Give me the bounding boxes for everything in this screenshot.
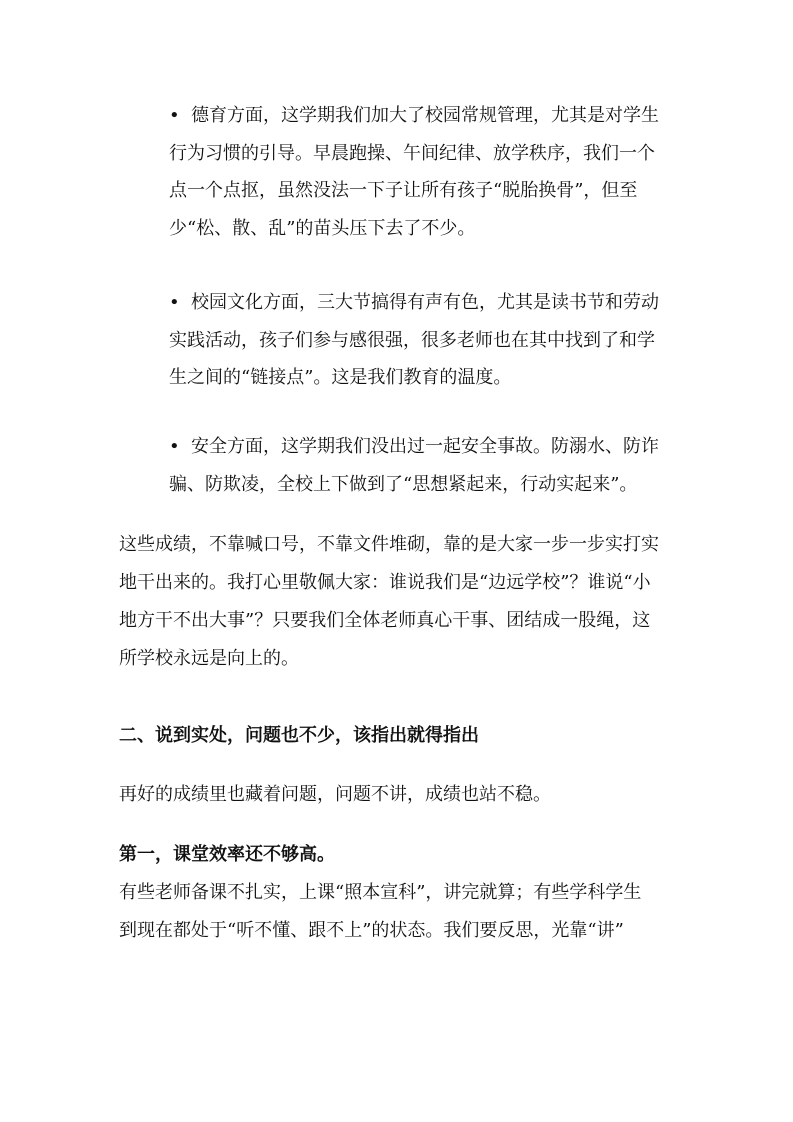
bullet-line: 实践活动，孩子们参与感很强，很多老师也在其中找到了和学 xyxy=(169,329,655,351)
bullet-moral-education xyxy=(169,97,689,247)
bullet-marker: • xyxy=(169,436,180,457)
point-one-paragraph: 有些老师备课不扎实，上课“照本宣科”，讲完就算；有些学科学生 到现在都处于“听不懂、跟不上”的状态。我们要反思，光靠“讲” xyxy=(119,882,642,941)
bullet-line: • 安全方面，这学期我们没出过一起安全事故。防溺水、防诈 xyxy=(169,428,689,466)
bullet-line: 点一个点抠，虽然没法一下子让所有孩子“脱胎换骨”，但至 xyxy=(169,180,638,201)
bullet-marker: • xyxy=(169,105,180,126)
summary-paragraph: 这些成绩，不靠喊口号，不靠文件堆砌，靠的是大家一步一步实打实 地干出来的。我打心里敬佩大家：谁说我们是“边远学校”？谁说“小 地方干不出大事”？只要我们全体老师真心干事、团结成一股绳，这 所学校永远是向上的。 xyxy=(119,534,659,669)
bullet-safety xyxy=(169,428,689,503)
point-one-heading: 第一，课堂效率还不够高。 xyxy=(119,844,335,865)
bullet-line: 少“松、散、乱”的苗头压下去了不少。 xyxy=(169,217,476,239)
bullet-line: 生之间的“链接点”。这是我们教育的温度。 xyxy=(169,367,512,388)
bullet-campus-culture xyxy=(169,284,689,397)
bullet-marker: • xyxy=(169,292,180,313)
bullet-line: • 德育方面，这学期我们加大了校园常规管理，尤其是对学生 xyxy=(169,97,689,135)
bullet-line: 骗、防欺凌，全校上下做到了“思想紧起来，行动实起来”。 xyxy=(169,473,638,495)
section-two-heading: 二、说到实处，问题也不少，该指出就得指出 xyxy=(119,725,479,746)
section-two-intro: 再好的成绩里也藏着问题，问题不讲，成绩也站不稳。 xyxy=(119,784,551,805)
bullet-line: 行为习惯的引导。早晨跑操、午间纪律、放学秩序，我们一个 xyxy=(169,142,655,164)
bullet-line: • 校园文化方面，三大节搞得有声有色，尤其是读书节和劳动 xyxy=(169,284,689,322)
